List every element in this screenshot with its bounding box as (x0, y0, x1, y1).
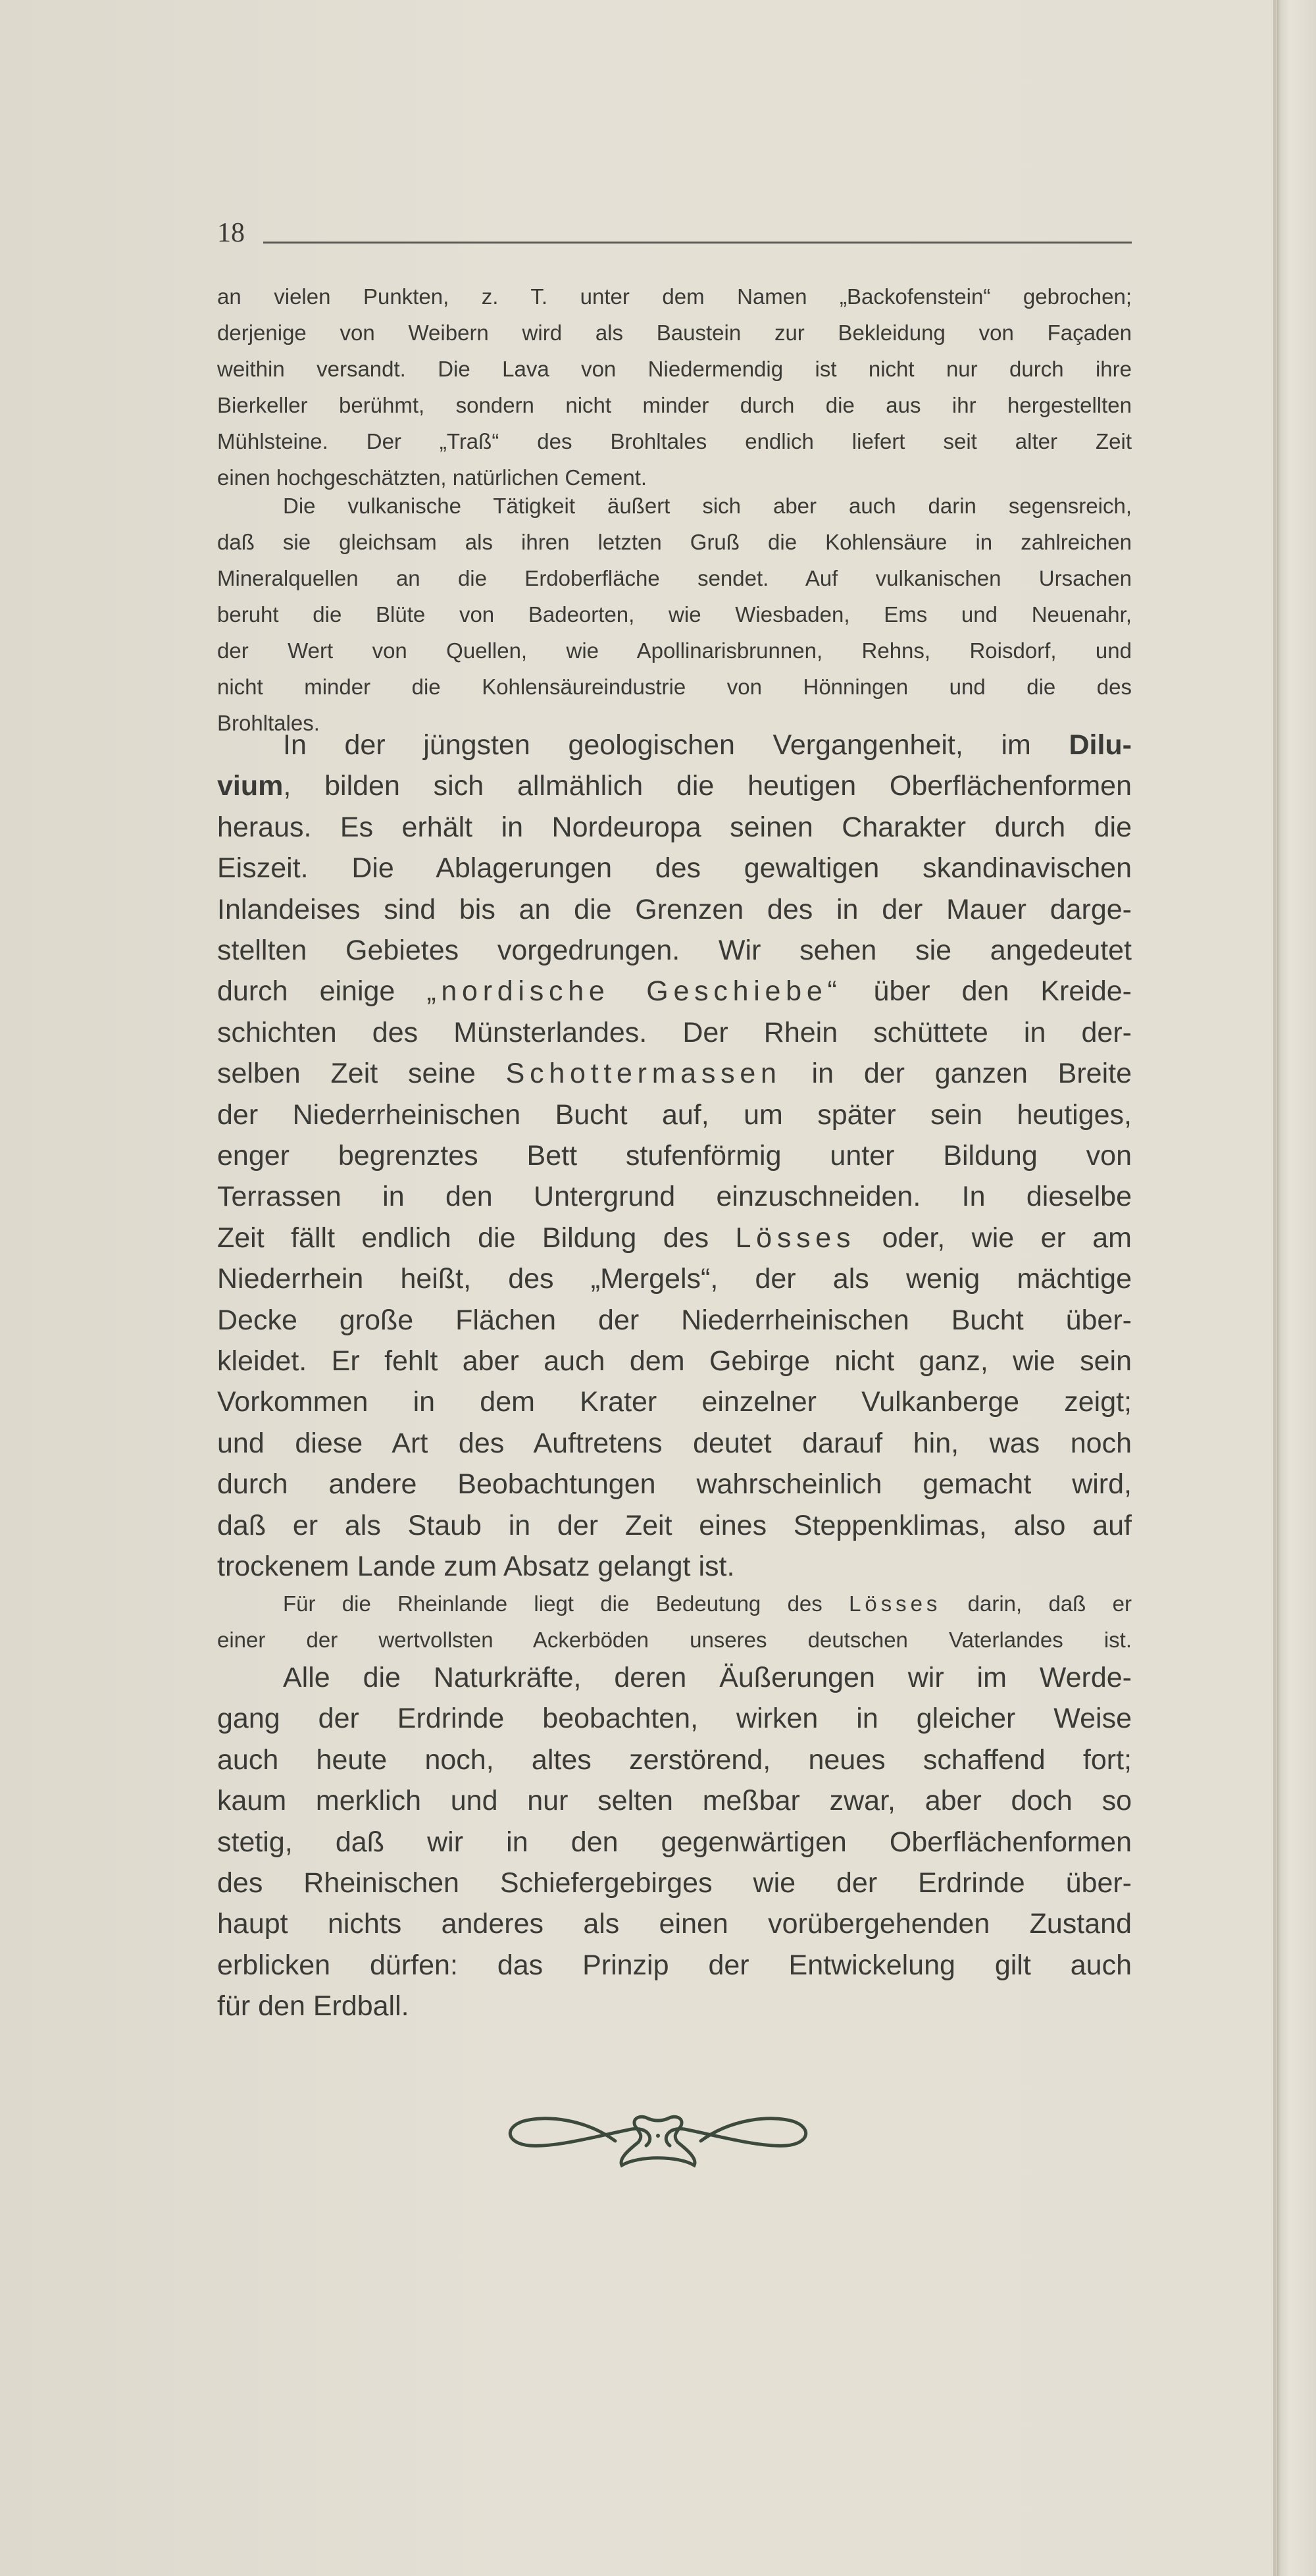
bold-term: Dilu- (1069, 729, 1132, 761)
text-segment: trockenem Lande zum Absatz gelangt ist. (217, 1551, 735, 1582)
text-segment: durch andere Beobachtungen wahrscheinlich gemacht wird, (217, 1468, 1132, 1501)
text-segment: Für die Rheinlande liegt die Bedeutung des (283, 1591, 849, 1616)
text-line (217, 1867, 1132, 1899)
text-line (217, 1990, 1132, 2022)
text-line (283, 1662, 1132, 1694)
text-line (217, 284, 1132, 309)
text-segment: Eiszeit. Die Ablagerungen des gewaltigen skandinavischen (217, 852, 1132, 885)
text-segment: an vielen Punkten, z. T. unter dem Namen „Backofenstein“ gebrochen; (217, 284, 1132, 309)
text-segment: oder, wie er am (855, 1222, 1132, 1254)
text-line (217, 530, 1132, 555)
text-line (217, 935, 1132, 967)
text-line (217, 1628, 1132, 1653)
text-segment: Terrassen in den Untergrund einzuschneiden. In dieselbe (217, 1181, 1132, 1213)
text-line (283, 494, 1132, 519)
next-page-edge (1277, 0, 1316, 2576)
text-segment: daß er als Staub in der Zeit eines Steppenklimas, also auf (217, 1509, 1132, 1541)
text-segment: des Rheinischen Schiefergebirges wie der Erdrinde über- (217, 1867, 1132, 1899)
text-segment: darin, daß er (941, 1591, 1132, 1616)
text-segment: stellten Gebietes vorgedrungen. Wir sehen sie angedeutet (217, 935, 1132, 966)
text-segment: für den Erdball. (217, 1990, 409, 2022)
emphasized-term: „nordische Geschiebe“ (426, 975, 842, 1008)
emphasized-term: Lösses (735, 1222, 856, 1254)
art-nouveau-ornament-icon (500, 2109, 816, 2182)
text-line (217, 1140, 1132, 1172)
text-segment: auch heute noch, altes zerstörend, neues schaffend fort; (217, 1743, 1132, 1776)
emphasized-term: Lösses (849, 1591, 942, 1616)
text-line (217, 975, 1132, 1008)
text-line (217, 1222, 1132, 1254)
page-edge-shadow (1273, 0, 1276, 2576)
text-segment: kaum merklich und nur selten meßbar zwar, aber doch so (217, 1785, 1132, 1817)
text-segment: Niederrhein heißt, des „Mergels“, der als wenig mächtige (217, 1263, 1132, 1295)
text-segment: Zeit fällt endlich die Bildung des (217, 1222, 736, 1254)
text-line (217, 1304, 1132, 1337)
text-line (217, 811, 1132, 844)
text-line (217, 770, 1132, 802)
text-line (217, 1551, 1132, 1583)
text-line (217, 566, 1132, 591)
text-segment: enger begrenztes Bett stufenförmig unter Bildung von (217, 1140, 1132, 1172)
text-segment: In der jüngsten geologischen Vergangenheit, im (283, 729, 1069, 761)
text-segment: Mineralquellen an die Erdoberfläche sendet. Auf vulkanischen Ursachen (217, 566, 1132, 590)
text-line (217, 429, 1132, 454)
text-line (217, 1908, 1132, 1940)
text-segment: derjenige von Weibern wird als Baustein zur Bekleidung von Façaden (217, 321, 1132, 345)
text-segment: daß sie gleichsam als ihren letzten Gruß die Kohlensäure in zahlreichen (217, 530, 1132, 554)
page-number: 18 (217, 218, 245, 248)
text-line (217, 894, 1132, 926)
bold-term: vium (217, 770, 284, 802)
text-segment: weithin versandt. Die Lava von Niedermendig ist nicht nur durch ihre (217, 357, 1132, 381)
text-segment: beruht die Blüte von Badeorten, wie Wiesbaden, Ems und Neuenahr, (217, 602, 1132, 627)
text-line (217, 357, 1132, 382)
text-segment: heraus. Es erhält in Nordeuropa seinen Charakter durch die (217, 811, 1132, 843)
text-segment: Alle die Naturkräfte, deren Äußerungen wir im Werde- (283, 1662, 1132, 1693)
text-segment: einer der wertvollsten Ackerböden unseres deutschen Vaterlandes ist. (217, 1628, 1132, 1652)
text-line (217, 393, 1132, 418)
text-line (283, 1591, 1132, 1616)
text-segment: nicht minder die Kohlensäureindustrie von Hönningen und die des (217, 675, 1132, 699)
text-line (217, 1099, 1132, 1131)
text-segment: , bilden sich allmählich die heutigen Oberflächenformen (283, 770, 1132, 802)
text-line (217, 1468, 1132, 1501)
text-line (217, 1181, 1132, 1213)
text-segment: über den Kreide- (842, 975, 1132, 1008)
text-segment: der Niederrheinischen Bucht auf, um später sein heutiges, (217, 1098, 1132, 1131)
text-segment: Bierkeller berühmt, sondern nicht minder durch die aus ihr hergestellten (217, 393, 1132, 417)
text-segment: kleidet. Er fehlt aber auch dem Gebirge nicht ganz, wie sein (217, 1345, 1132, 1377)
text-segment: Inlandeises sind bis an die Grenzen des in der Mauer darge- (217, 893, 1132, 925)
text-line (217, 1428, 1132, 1460)
text-segment: Brohltales. (217, 711, 320, 735)
text-line (217, 1703, 1132, 1735)
text-segment: Mühlsteine. Der „Traß“ des Brohltales endlich liefert seit alter Zeit (217, 429, 1132, 453)
text-line (217, 465, 1132, 490)
text-line (217, 1826, 1132, 1859)
text-segment: schichten des Münsterlandes. Der Rhein schüttete in der- (217, 1016, 1132, 1048)
text-segment: erblicken dürfen: das Prinzip der Entwickelung gilt auch (217, 1949, 1132, 1981)
text-line (217, 321, 1132, 346)
text-segment: der Wert von Quellen, wie Apollinarisbrunnen, Rehns, Roisdorf, und (217, 638, 1132, 663)
text-line (217, 852, 1132, 885)
text-line (217, 602, 1132, 627)
text-line (217, 1017, 1132, 1049)
text-line (217, 1263, 1132, 1295)
text-segment: in der ganzen Breite (781, 1058, 1132, 1090)
text-segment: haupt nichts anderes als einen vorübergehenden Zustand (217, 1908, 1132, 1940)
text-segment: einen hochgeschätzten, natürlichen Cement. (217, 465, 647, 490)
text-segment: Decke große Flächen der Niederrheinischen Bucht über- (217, 1304, 1132, 1336)
text-segment: durch einige (217, 975, 427, 1008)
text-segment: selben Zeit seine (217, 1058, 506, 1090)
text-line (217, 1785, 1132, 1817)
emphasized-term: Schottermassen (505, 1058, 782, 1090)
text-segment: Vorkommen in dem Krater einzelner Vulkanberge zeigt; (217, 1386, 1132, 1418)
text-line (217, 1345, 1132, 1378)
header-rule (263, 242, 1132, 244)
text-segment: stetig, daß wir in den gegenwärtigen Oberflächenformen (217, 1826, 1132, 1858)
text-line (283, 729, 1132, 761)
text-segment: und diese Art des Auftretens deutet darauf hin, was noch (217, 1427, 1132, 1459)
text-line (217, 1058, 1132, 1090)
text-line (217, 675, 1132, 700)
text-segment: gang der Erdrinde beobachten, wirken in gleicher Weise (217, 1703, 1132, 1735)
text-line (217, 1386, 1132, 1418)
text-line (217, 638, 1132, 663)
text-line (217, 1744, 1132, 1776)
text-line (217, 1510, 1132, 1542)
text-line (217, 1949, 1132, 1982)
text-segment: Die vulkanische Tätigkeit äußert sich aber auch darin segensreich, (283, 494, 1132, 518)
